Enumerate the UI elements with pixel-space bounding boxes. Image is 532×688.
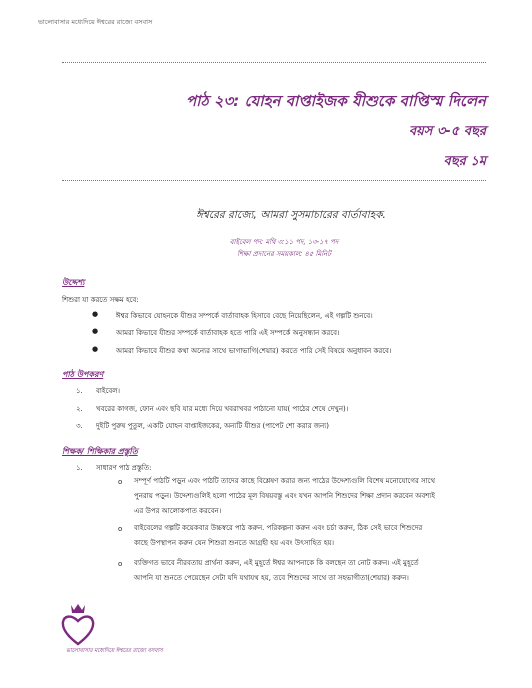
list-number: ৩. — [76, 422, 83, 430]
circle-bullet-icon: o — [118, 560, 123, 568]
footer-text: ভালোবাসার মধ্যেদিয়ে ঈশ্বরের রাজ্যে বসবাস — [66, 648, 163, 654]
lesson-title: পাঠ ২৩: যোহন বাপ্তাইজক যীশুকে বাপ্তিস্ম দিলেন — [186, 92, 486, 110]
bullet-icon: ● — [92, 310, 99, 318]
prep-subitem: সম্পূর্ণ পাঠটি পড়ুন এবং পাঠটি তাদের কাছে বিশ্লেষণ করার জন্য পাঠের উদ্দেশ্যগুলি বিশেষ মনোযোগের সাথে পুনরায় পড়ুন। উদ্দেশ্যগুলিই হলো পাঠের মূল বিষয়বস্তু এবং যখন আপনি শিশুদের শিক্ষা প্রদান করবেন অবশ্যই এর উপর আলোকপাত করবেন। — [134, 477, 436, 515]
bullet-icon: ● — [92, 327, 99, 335]
purpose-item: আমরা কিভাবে যীশুর কথা অন্যের সাথে ভাগাভাগি(শেয়ার) করতে পারি সেই বিষয়ে অনুধাবন করবে। — [116, 347, 392, 355]
circle-bullet-icon: o — [118, 525, 123, 533]
prep-step: সাধারণ পাঠ প্রস্তুতি: — [96, 464, 152, 472]
purpose-intro: শিশুরা যা করতে সক্ষম হবে: — [62, 296, 139, 304]
circle-bullet-icon: o — [118, 478, 123, 486]
page-header: ভালোবাসার মধ্যেদিয়ে ঈশ্বরের রাজ্যে বসবাস — [38, 18, 153, 26]
purpose-item: ঈশ্বর কিভাবে যোহনকে যীশুর সম্পর্কে বার্তাবাহক হিসাবে বেছে নিয়েছিলেন, এই গল্পটি শুনবে। — [116, 312, 373, 320]
material-item: বাইবেল। — [96, 387, 120, 395]
purpose-heading: উদ্দেশ্য — [62, 278, 85, 287]
divider-top — [62, 62, 486, 63]
purpose-item: আমরা কিভাবে যীশুর সম্পর্কে বার্তাবাহক হতে পারি এই সম্পর্কে অনুসন্ধান করবে। — [116, 329, 340, 337]
materials-heading: পাঠ উপকরণ — [62, 370, 104, 379]
age-range: বয়স ৩-৫ বছর — [408, 124, 486, 139]
list-number: ২. — [76, 405, 83, 413]
crown-heart-logo-icon — [60, 602, 96, 648]
year-label: বছর ১ম — [443, 154, 486, 169]
prep-subitem: ব্যক্তিগত ভাবে নীরবতায় প্রার্থনা করুন, এই মুহূর্তে ঈশ্বর আপনাকে কি বলছেন তা নোট করুন। এই মুহূর্তে আপনি যা শুনতে পেয়েছেন সেটা যদি যথাযথ হয়, তবে শিশুদের সাথে তা সহভাগীতা(শেয়ার) করুন। — [134, 559, 419, 582]
list-number: ১. — [76, 387, 83, 395]
list-number: ১. — [76, 464, 83, 472]
prep-subitem: বাইবেলের গল্পটি কয়েকবার উচ্চস্বরে পাঠ করুন. পরিকল্পনা করুন এবং চর্চা করুন, ঠিক সেই ভাবে শিশুদের কাছে উপস্থাপন করুন যেন শিশুরা শুনতে আগ্রহী হয় এবং উৎসাহিত হয়। — [134, 524, 423, 547]
teacher-prep-heading: শিক্ষক/ শিক্ষিকার প্রস্তুতি — [62, 447, 138, 456]
bullet-icon: ● — [92, 345, 99, 353]
bible-passage: বাইবেল পদ: মথি ৩:১১ পদ, ১৩-১৭ পদ — [229, 238, 339, 246]
tagline: ঈশ্বরের রাজ্যে, আমরা সুসমাচারের বার্তাবাহক. — [196, 209, 386, 221]
material-item: খবরের কাগজ, ফোন এবং ছবি যার মধ্যে দিয়ে খবরাখবর পাঠানো যায়( পাঠের শেষে দেখুন)। — [96, 405, 349, 413]
lesson-time: শিক্ষা প্রদানের সময়কাল: ৪৫ মিনিট — [237, 250, 331, 258]
material-item: দুইটি পুরুষ পুতুল, একটি যোহন বাপ্তাইজকের, অন্যটি যীশুর (পাপেট শো করার জন্য) — [96, 422, 329, 430]
divider-bottom — [62, 180, 486, 181]
